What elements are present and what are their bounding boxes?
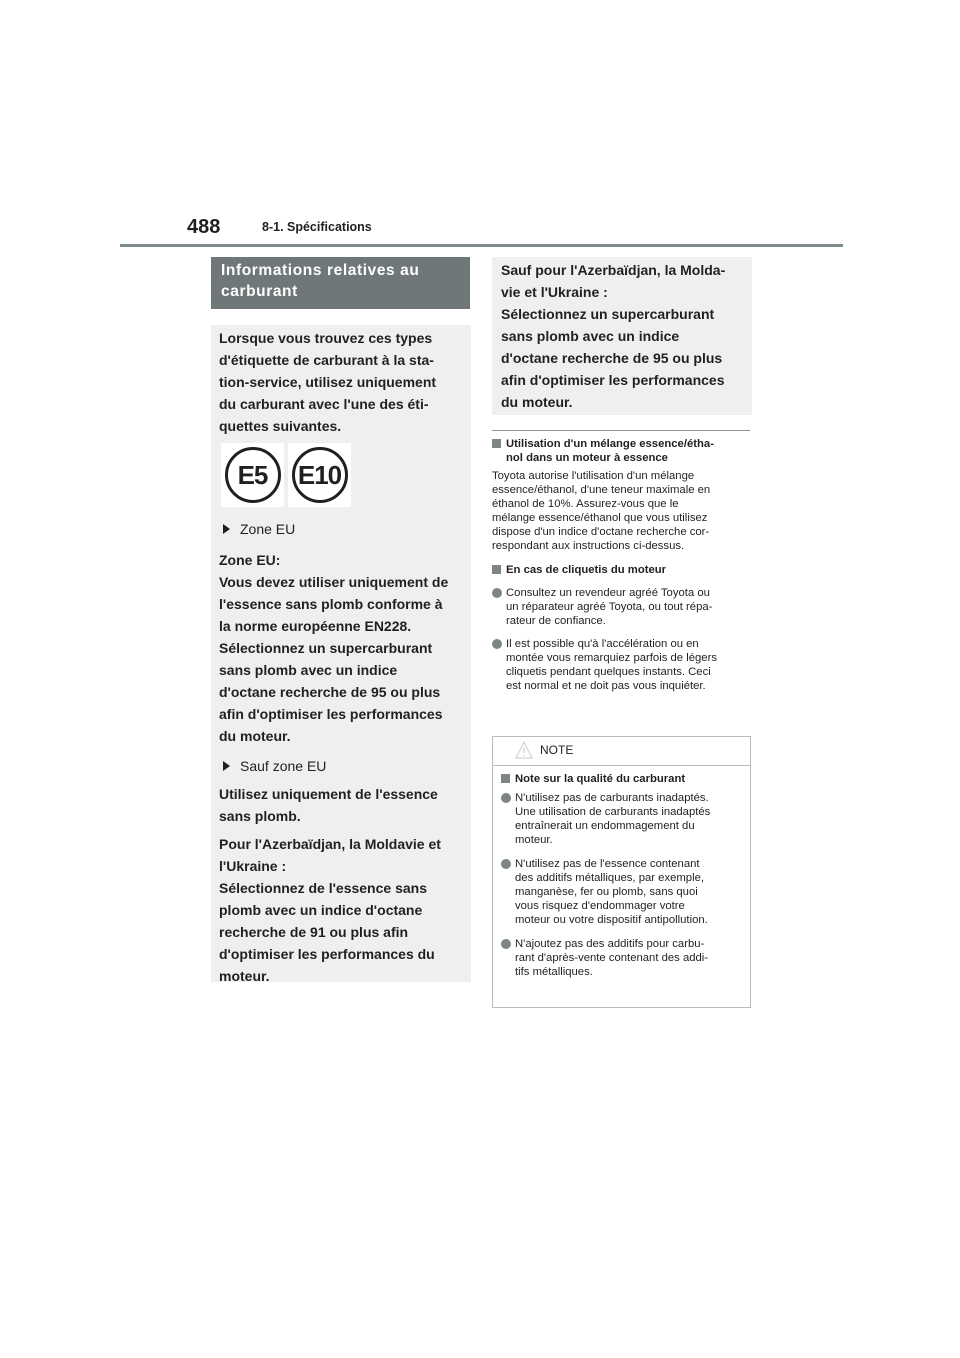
note-box xyxy=(492,736,751,1008)
note-body xyxy=(493,766,750,979)
bullet-line: rant d'après-vente contenant des addi- xyxy=(515,952,709,964)
fuel-info-box xyxy=(211,325,471,982)
eu-line: sans plomb avec un indice xyxy=(219,662,398,678)
ethanol-section xyxy=(492,437,754,693)
heading-line: Note sur la qualité du carburant xyxy=(515,773,686,785)
arrow-icon xyxy=(223,761,230,771)
bullet-line: un réparateur agréé Toyota, ou tout répa- xyxy=(506,601,713,613)
square-bullet-icon xyxy=(492,565,501,574)
bullet-line: Consultez un revendeur agréé Toyota ou xyxy=(506,587,710,599)
body-line: essence/éthanol, d'une teneur maximale en xyxy=(492,484,711,496)
section-title: 8-1. Spécifications xyxy=(262,220,372,234)
non-eu-line: Utilisez uniquement de l'essence xyxy=(219,786,438,802)
eu-line: Sélectionnez un supercarburant xyxy=(219,640,433,656)
fuel-label-e10 xyxy=(288,443,351,507)
non-eu-caption xyxy=(219,755,467,777)
square-bullet-icon xyxy=(492,439,501,448)
continued-line: du moteur. xyxy=(501,394,573,410)
bullet-line: cliquetis pendant quelques instants. Ceci xyxy=(506,666,711,678)
fuel-labels xyxy=(221,443,351,511)
header-divider xyxy=(120,244,843,247)
note-bullet xyxy=(501,791,742,847)
bullet-line: moteur. xyxy=(515,834,553,846)
eu-line: la norme européenne EN228. xyxy=(219,618,412,634)
continued-line: vie et l'Ukraine : xyxy=(501,284,608,300)
body-line: respondant aux instructions ci-dessus. xyxy=(492,540,685,552)
non-eu-text-2 xyxy=(219,833,467,987)
bullet-line: des additifs métalliques, par exemple, xyxy=(515,872,705,884)
continued-text xyxy=(501,259,747,413)
intro-line: d'étiquette de carburant à la sta- xyxy=(219,352,434,368)
bullet-line: N'utilisez pas de carburants inadaptés. xyxy=(515,792,709,804)
body-line: Toyota autorise l'utilisation d'un mélange xyxy=(492,470,695,482)
eu-line: d'octane recherche de 95 ou plus xyxy=(219,684,441,700)
bullet-line: est normal et ne doit pas vous inquiéter. xyxy=(506,680,706,692)
bullet-line: entraînerait un endommagement du xyxy=(515,820,695,832)
bullet-line: N'ajoutez pas des additifs pour carbu- xyxy=(515,938,705,950)
continued-line: afin d'optimiser les performances xyxy=(501,372,725,388)
eu-line: Zone EU: xyxy=(219,552,281,568)
arrow-icon xyxy=(223,524,230,534)
fuel-label-e5-text: E5 xyxy=(225,447,281,503)
intro-line: tion-service, utilisez uniquement xyxy=(219,374,437,390)
bullet-line: manganèse, fer ou plomb, sans quoi xyxy=(515,886,698,898)
continued-line: d'octane recherche de 95 ou plus xyxy=(501,350,723,366)
warning-icon xyxy=(515,741,533,759)
circle-bullet-icon xyxy=(492,639,502,649)
eu-line: Vous devez utiliser uniquement de xyxy=(219,574,449,590)
circle-bullet-icon xyxy=(501,793,511,803)
eu-line: l'essence sans plomb conforme à xyxy=(219,596,443,612)
knock-bullet xyxy=(492,586,754,628)
non-eu-line: d'optimiser les performances du xyxy=(219,946,435,962)
non-eu-line: recherche de 91 ou plus afin xyxy=(219,924,409,940)
note-bullet xyxy=(501,937,742,979)
note-heading xyxy=(501,772,742,786)
knock-bullet xyxy=(492,637,754,693)
section-banner: Informations relatives au carburant xyxy=(211,257,470,309)
heading-line: En cas de cliquetis du moteur xyxy=(506,564,667,576)
circle-bullet-icon xyxy=(501,939,511,949)
intro-text xyxy=(219,327,463,437)
intro-line: du carburant avec l'une des éti- xyxy=(219,396,429,412)
circle-bullet-icon xyxy=(501,859,511,869)
eu-zone-label: Zone EU xyxy=(240,521,296,537)
body-line: mélange essence/éthanol que vous utilisez xyxy=(492,512,708,524)
note-title: NOTE xyxy=(540,743,574,757)
bullet-line: tifs métalliques. xyxy=(515,966,593,978)
eu-zone-text xyxy=(219,549,467,747)
ethanol-heading xyxy=(492,437,754,465)
heading-line: Utilisation d'un mélange essence/étha- xyxy=(506,438,714,450)
non-eu-label: Sauf zone EU xyxy=(240,758,327,774)
fuel-label-e5 xyxy=(221,443,284,507)
heading-line: nol dans un moteur à essence xyxy=(506,452,668,464)
eu-line: afin d'optimiser les performances xyxy=(219,706,443,722)
non-eu-line: moteur. xyxy=(219,968,270,984)
body-line: éthanol de 10%. Assurez-vous que le xyxy=(492,498,679,510)
bullet-line: vous risquez d'endommager votre xyxy=(515,900,685,912)
non-eu-continued-box xyxy=(492,257,752,415)
continued-line: Sélectionnez un supercarburant xyxy=(501,306,715,322)
note-bullet xyxy=(501,857,742,927)
bullet-line: N'utilisez pas de l'essence contenant xyxy=(515,858,700,870)
body-line: dispose d'un indice d'octane recherche cor- xyxy=(492,526,710,538)
non-eu-line: Sélectionnez de l'essence sans xyxy=(219,880,427,896)
bullet-line: moteur ou votre dispositif antipollution. xyxy=(515,914,708,926)
bullet-line: rateur de confiance. xyxy=(506,615,606,627)
bullet-line: Une utilisation de carburants inadaptés xyxy=(515,806,711,818)
square-bullet-icon xyxy=(501,774,510,783)
non-eu-line: sans plomb. xyxy=(219,808,301,824)
page-header xyxy=(0,0,960,250)
note-header xyxy=(493,737,750,766)
ethanol-text xyxy=(492,469,754,553)
fuel-label-e10-text: E10 xyxy=(292,447,348,503)
intro-line: quettes suivantes. xyxy=(219,418,342,434)
page-number: 488 xyxy=(187,216,221,238)
bullet-line: Il est possible qu'à l'accélération ou en xyxy=(506,638,699,650)
non-eu-text-1 xyxy=(219,783,467,827)
eu-line: du moteur. xyxy=(219,728,291,744)
non-eu-line: l'Ukraine : xyxy=(219,858,287,874)
circle-bullet-icon xyxy=(492,588,502,598)
continued-line: sans plomb avec un indice xyxy=(501,328,680,344)
eu-zone-section xyxy=(219,518,467,987)
divider xyxy=(492,430,750,431)
continued-line: Sauf pour l'Azerbaïdjan, la Molda- xyxy=(501,262,726,278)
non-eu-line: Pour l'Azerbaïdjan, la Moldavie et xyxy=(219,836,441,852)
knock-heading xyxy=(492,563,754,577)
intro-line: Lorsque vous trouvez ces types xyxy=(219,330,433,346)
eu-zone-caption xyxy=(219,518,467,540)
non-eu-line: plomb avec un indice d'octane xyxy=(219,902,423,918)
bullet-line: montée vous remarquiez parfois de légers xyxy=(506,652,717,664)
